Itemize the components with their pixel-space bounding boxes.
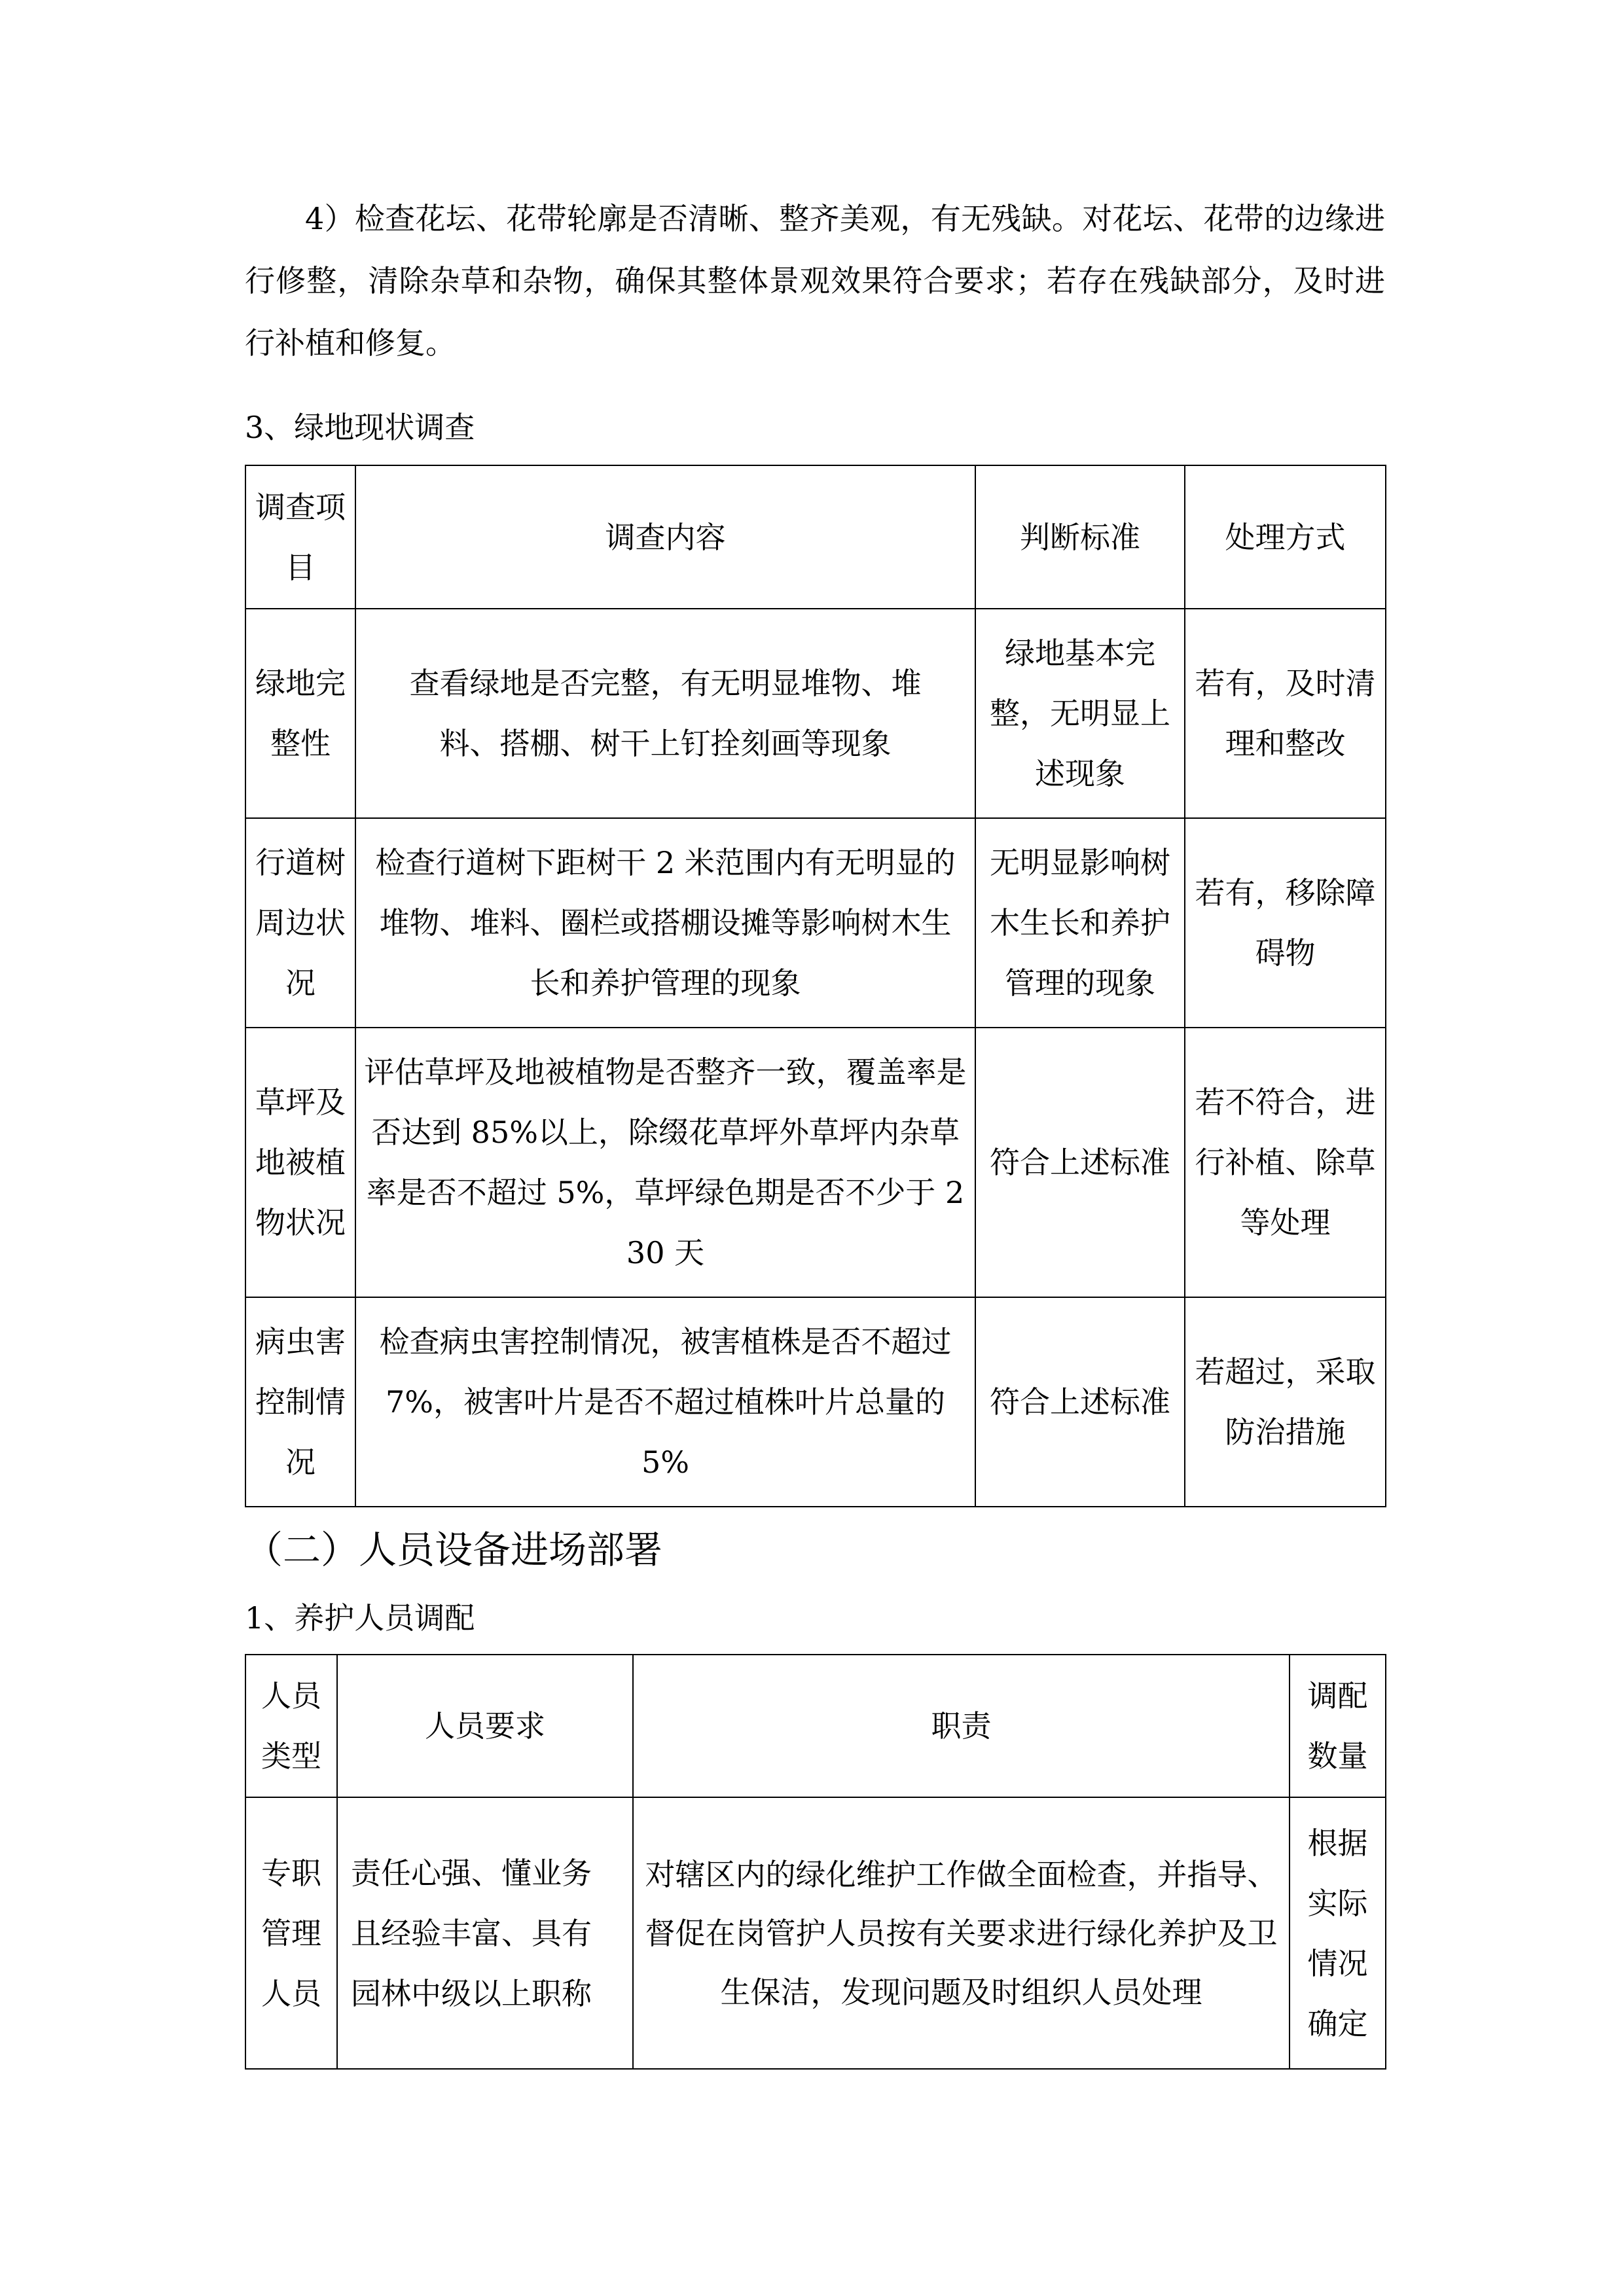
- cell-item: 病虫害控制情况: [245, 1297, 355, 1507]
- cell-standard: 符合上述标准: [975, 1297, 1185, 1507]
- column-header: 判断标准: [975, 465, 1185, 609]
- table-row: [245, 1028, 1386, 1297]
- cell-type: 专职管理人员: [245, 1797, 337, 2069]
- cell-action: 若有，移除障碍物: [1185, 818, 1386, 1028]
- column-header: 处理方式: [1185, 465, 1386, 609]
- cell-item: 行道树周边状况: [245, 818, 355, 1028]
- survey-table: [245, 465, 1386, 1507]
- table-row: [245, 818, 1386, 1028]
- table-header-row: [245, 1655, 1386, 1797]
- table-row: [245, 1797, 1386, 2069]
- cell-content: 查看绿地是否完整，有无明显堆物、堆料、搭棚、树干上钉拴刻画等现象: [355, 609, 975, 818]
- cell-duty: 对辖区内的绿化维护工作做全面检查，并指导、督促在岗管护人员按有关要求进行绿化养护及卫生保洁，发现问题及时组织人员处理: [633, 1797, 1290, 2069]
- column-header: 人员类型: [245, 1655, 337, 1797]
- cell-quantity: 根据实际情况确定: [1290, 1797, 1386, 2069]
- table-row: [245, 1297, 1386, 1507]
- cell-item: 草坪及地被植物状况: [245, 1028, 355, 1297]
- cell-item: 绿地完整性: [245, 609, 355, 818]
- cell-action: 若超过，采取防治措施: [1185, 1297, 1386, 1507]
- cell-standard: 无明显影响树木生长和养护管理的现象: [975, 818, 1185, 1028]
- cell-standard: 绿地基本完整，无明显上述现象: [975, 609, 1185, 818]
- cell-standard: 符合上述标准: [975, 1028, 1185, 1297]
- column-header: 调配数量: [1290, 1655, 1386, 1797]
- section-title: （二）人员设备进场部署: [245, 1528, 663, 1572]
- column-header: 调查内容: [355, 465, 975, 609]
- intro-paragraph: 4）检查花坛、花带轮廓是否清晰、整齐美观，有无残缺。对花坛、花带的边缘进行修整，清除杂草和杂物，确保其整体景观效果符合要求；若存在残缺部分，及时进行补植和修复。: [245, 201, 1385, 361]
- cell-action: 若有，及时清理和整改: [1185, 609, 1386, 818]
- cell-content: 评估草坪及地被植物是否整齐一致，覆盖率是否达到 85%以上，除缀花草坪外草坪内杂草率是否不超过 5%，草坪绿色期是否不少于 230 天: [355, 1028, 975, 1297]
- cell-action: 若不符合，进行补植、除草等处理: [1185, 1028, 1386, 1297]
- table-header-row: [245, 465, 1386, 609]
- cell-requirement: 责任心强、懂业务且经验丰富、具有园林中级以上职称: [337, 1797, 633, 2069]
- staffing-heading: 1、养护人员调配: [245, 1600, 475, 1636]
- staffing-table: [245, 1654, 1386, 2070]
- column-header: 职责: [633, 1655, 1290, 1797]
- survey-heading: 3、绿地现状调查: [245, 410, 475, 445]
- column-header: 调查项目: [245, 465, 355, 609]
- column-header: 人员要求: [337, 1655, 633, 1797]
- cell-content: 检查行道树下距树干 2 米范围内有无明显的堆物、堆料、圈栏或搭棚设摊等影响树木生长和养护管理的现象: [355, 818, 975, 1028]
- table-row: [245, 609, 1386, 818]
- cell-content: 检查病虫害控制情况，被害植株是否不超过 7%，被害叶片是否不超过植株叶片总量的 5%: [355, 1297, 975, 1507]
